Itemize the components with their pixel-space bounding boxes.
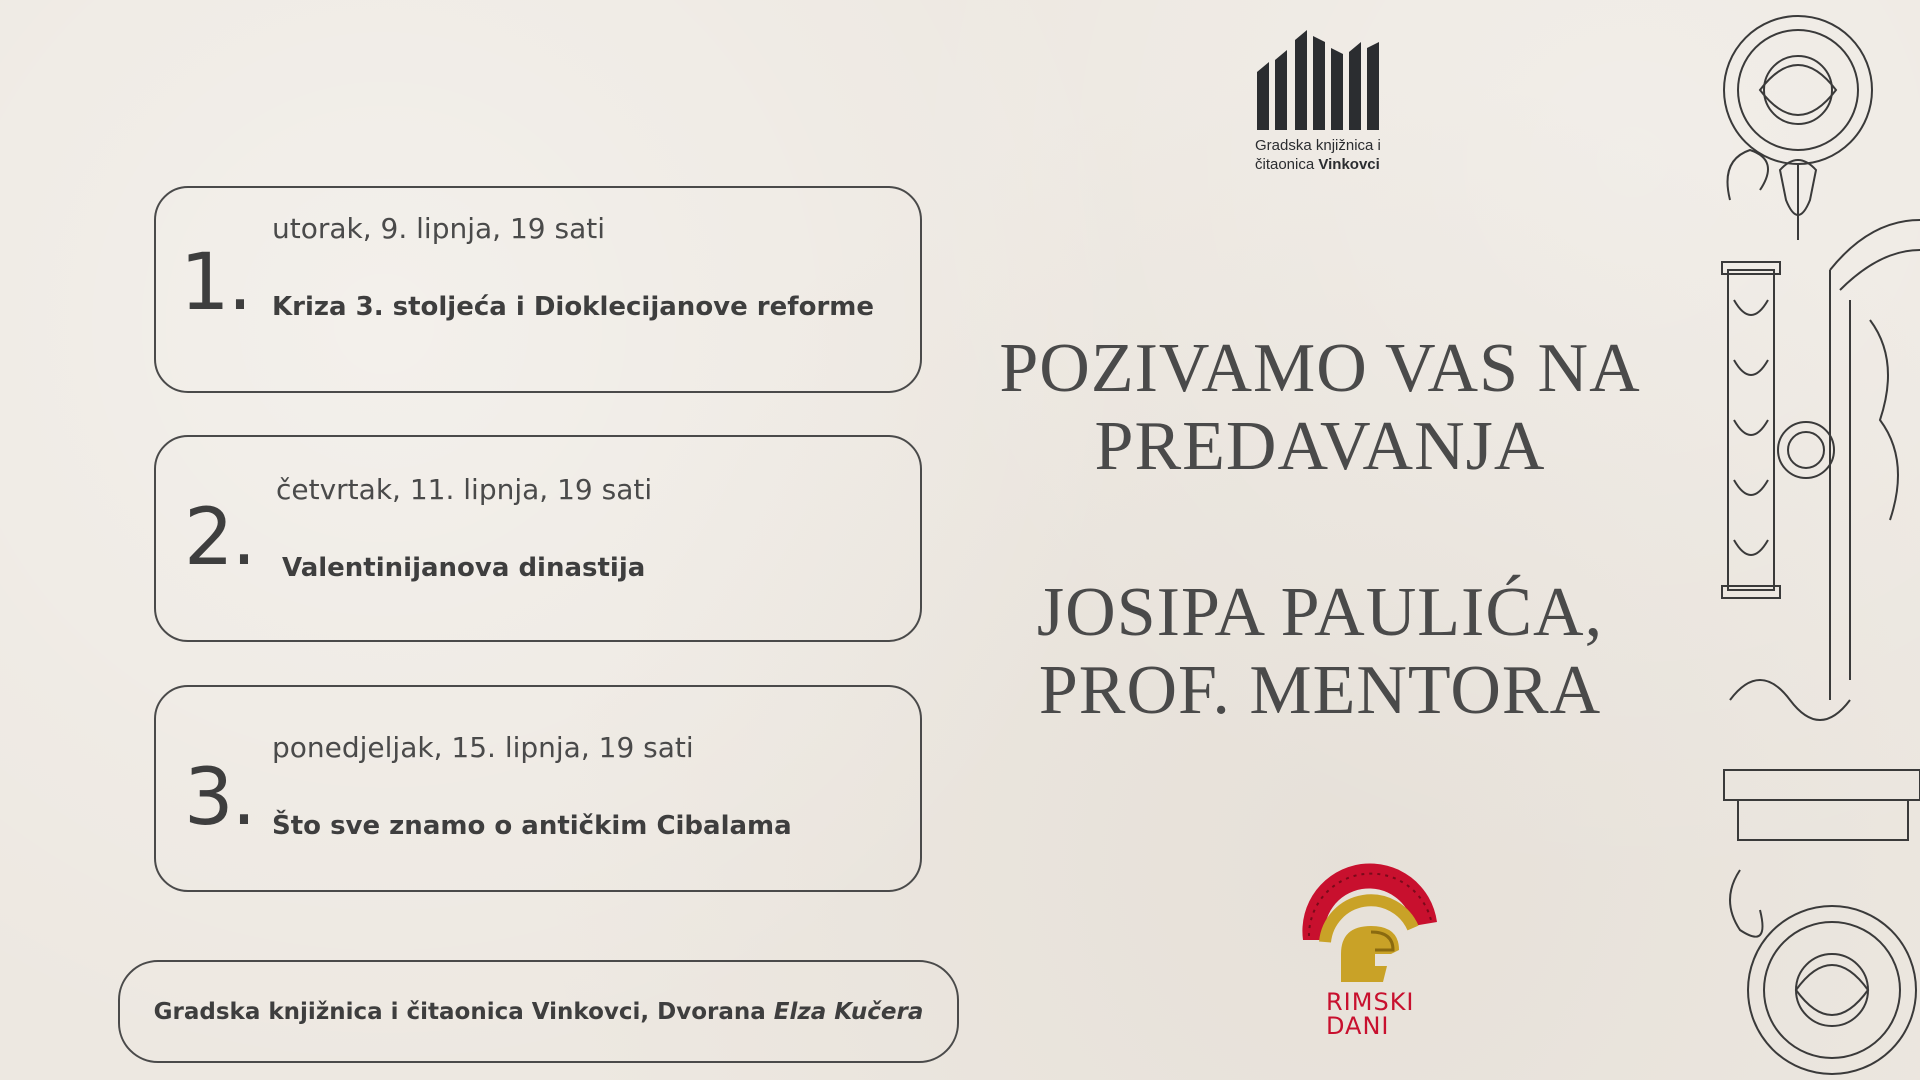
lecture-card-3 <box>154 685 922 892</box>
library-logo <box>1255 30 1395 174</box>
baroque-ornament-icon <box>1720 0 1920 1080</box>
roman-helmet-icon <box>1295 862 1445 982</box>
lecture-number: 2. <box>184 493 255 583</box>
rimski-line1: RIMSKI <box>1326 988 1415 1016</box>
library-bars-icon <box>1255 30 1387 130</box>
heading-line-1: POZIVAMO VAS NA <box>999 330 1641 407</box>
heading-line-4: PROF. MENTORA <box>1038 652 1602 729</box>
lecture-number: 3. <box>184 753 255 843</box>
lecture-title: Što sve znamo o antičkim Cibalama <box>272 811 792 841</box>
library-logo-line2-prefix: čitaonica <box>1255 156 1319 173</box>
lecture-number: 1. <box>180 238 251 328</box>
lecture-date: utorak, 9. lipnja, 19 sati <box>272 212 606 245</box>
heading-line-3: JOSIPA PAULIĆA, <box>1036 574 1604 651</box>
library-logo-line2-bold: Vinkovci <box>1318 156 1380 173</box>
heading-line-2: PREDAVANJA <box>1094 408 1546 485</box>
venue-hall-name: Elza Kučera <box>773 998 924 1025</box>
lecture-card-1 <box>154 186 922 393</box>
library-logo-line1: Gradska knjižnica i <box>1255 137 1381 154</box>
lecture-title: Valentinijanova dinastija <box>282 553 646 583</box>
lecturer-heading <box>970 574 1670 730</box>
lecture-date: ponedjeljak, 15. lipnja, 19 sati <box>272 731 694 764</box>
lecture-date: četvrtak, 11. lipnja, 19 sati <box>276 473 653 506</box>
rimski-dani-logo <box>1290 862 1450 1038</box>
rimski-line2: DANI <box>1326 1012 1390 1040</box>
invitation-heading <box>970 330 1670 486</box>
lecture-title: Kriza 3. stoljeća i Dioklecijanove reforme <box>272 292 874 322</box>
venue-box <box>118 960 959 1063</box>
lecture-card-2 <box>154 435 922 642</box>
venue-text: Gradska knjižnica i čitaonica Vinkovci, Dvorana <box>153 998 766 1025</box>
